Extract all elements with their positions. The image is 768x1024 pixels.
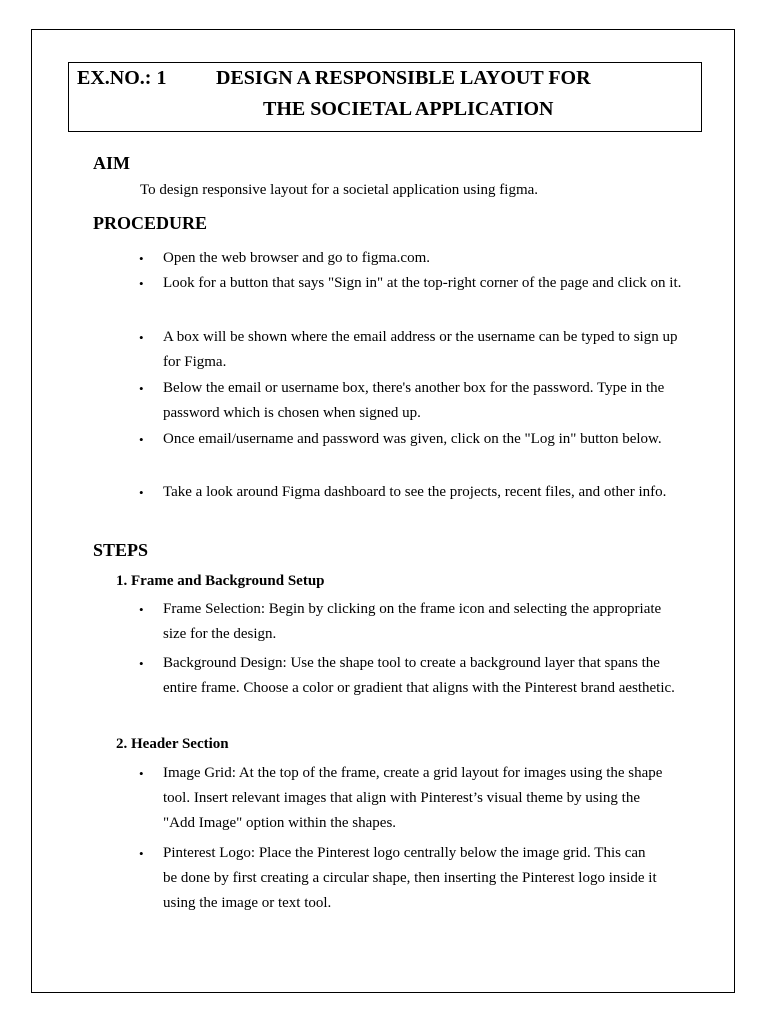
bullet-icon: • <box>139 485 144 500</box>
exercise-number: EX.NO.: 1 <box>77 67 167 89</box>
step-item: • Pinterest Logo: Place the Pinterest logo centrally below the image grid. This can be done by first creating a circular shape, then inserting the Pinterest logo inside it using the image or text tool. <box>163 841 663 916</box>
step-item: • Background Design: Use the shape tool to create a background layer that spans the entire frame. Choose a color or gradient that aligns with the Pinterest brand aesthetic. <box>163 651 683 701</box>
procedure-item: • A box will be shown where the email address or the username can be typed to sign up for Figma. <box>163 325 683 375</box>
procedure-item: • Look for a button that says "Sign in" at the top-right corner of the page and click on it. <box>163 271 683 296</box>
procedure-heading: PROCEDURE <box>93 213 208 233</box>
procedure-item: • Below the email or username box, there's another box for the password. Type in the password which is chosen when signed up. <box>163 376 683 426</box>
bullet-icon: • <box>139 330 144 345</box>
step-1-title: 1. Frame and Background Setup <box>116 573 325 589</box>
procedure-item: • Once email/username and password was given, click on the "Log in" button below. <box>163 427 683 452</box>
step-2-title: 2. Header Section <box>116 736 229 752</box>
steps-heading: STEPS <box>93 540 149 560</box>
bullet-icon: • <box>139 381 144 396</box>
title-line-2: THE SOCIETAL APPLICATION <box>263 98 554 120</box>
procedure-item: • Take a look around Figma dashboard to see the projects, recent files, and other info. <box>163 480 683 505</box>
procedure-item: • Open the web browser and go to figma.com. <box>163 246 683 271</box>
title-line-1: DESIGN A RESPONSIBLE LAYOUT FOR <box>216 67 591 89</box>
aim-heading: AIM <box>93 153 130 173</box>
bullet-icon: • <box>139 251 144 266</box>
bullet-icon: • <box>139 432 144 447</box>
bullet-icon: • <box>139 846 144 861</box>
step-item: • Image Grid: At the top of the frame, create a grid layout for images using the shape tool. Insert relevant images that align with Pinterest’s visual theme by using the "Add Image" option within the shapes. <box>163 761 675 836</box>
bullet-icon: • <box>139 656 144 671</box>
aim-text: To design responsive layout for a societal application using figma. <box>140 182 539 198</box>
step-item: • Frame Selection: Begin by clicking on the frame icon and selecting the appropriate size for the design. <box>163 597 683 647</box>
bullet-icon: • <box>139 602 144 617</box>
bullet-icon: • <box>139 276 144 291</box>
bullet-icon: • <box>139 766 144 781</box>
